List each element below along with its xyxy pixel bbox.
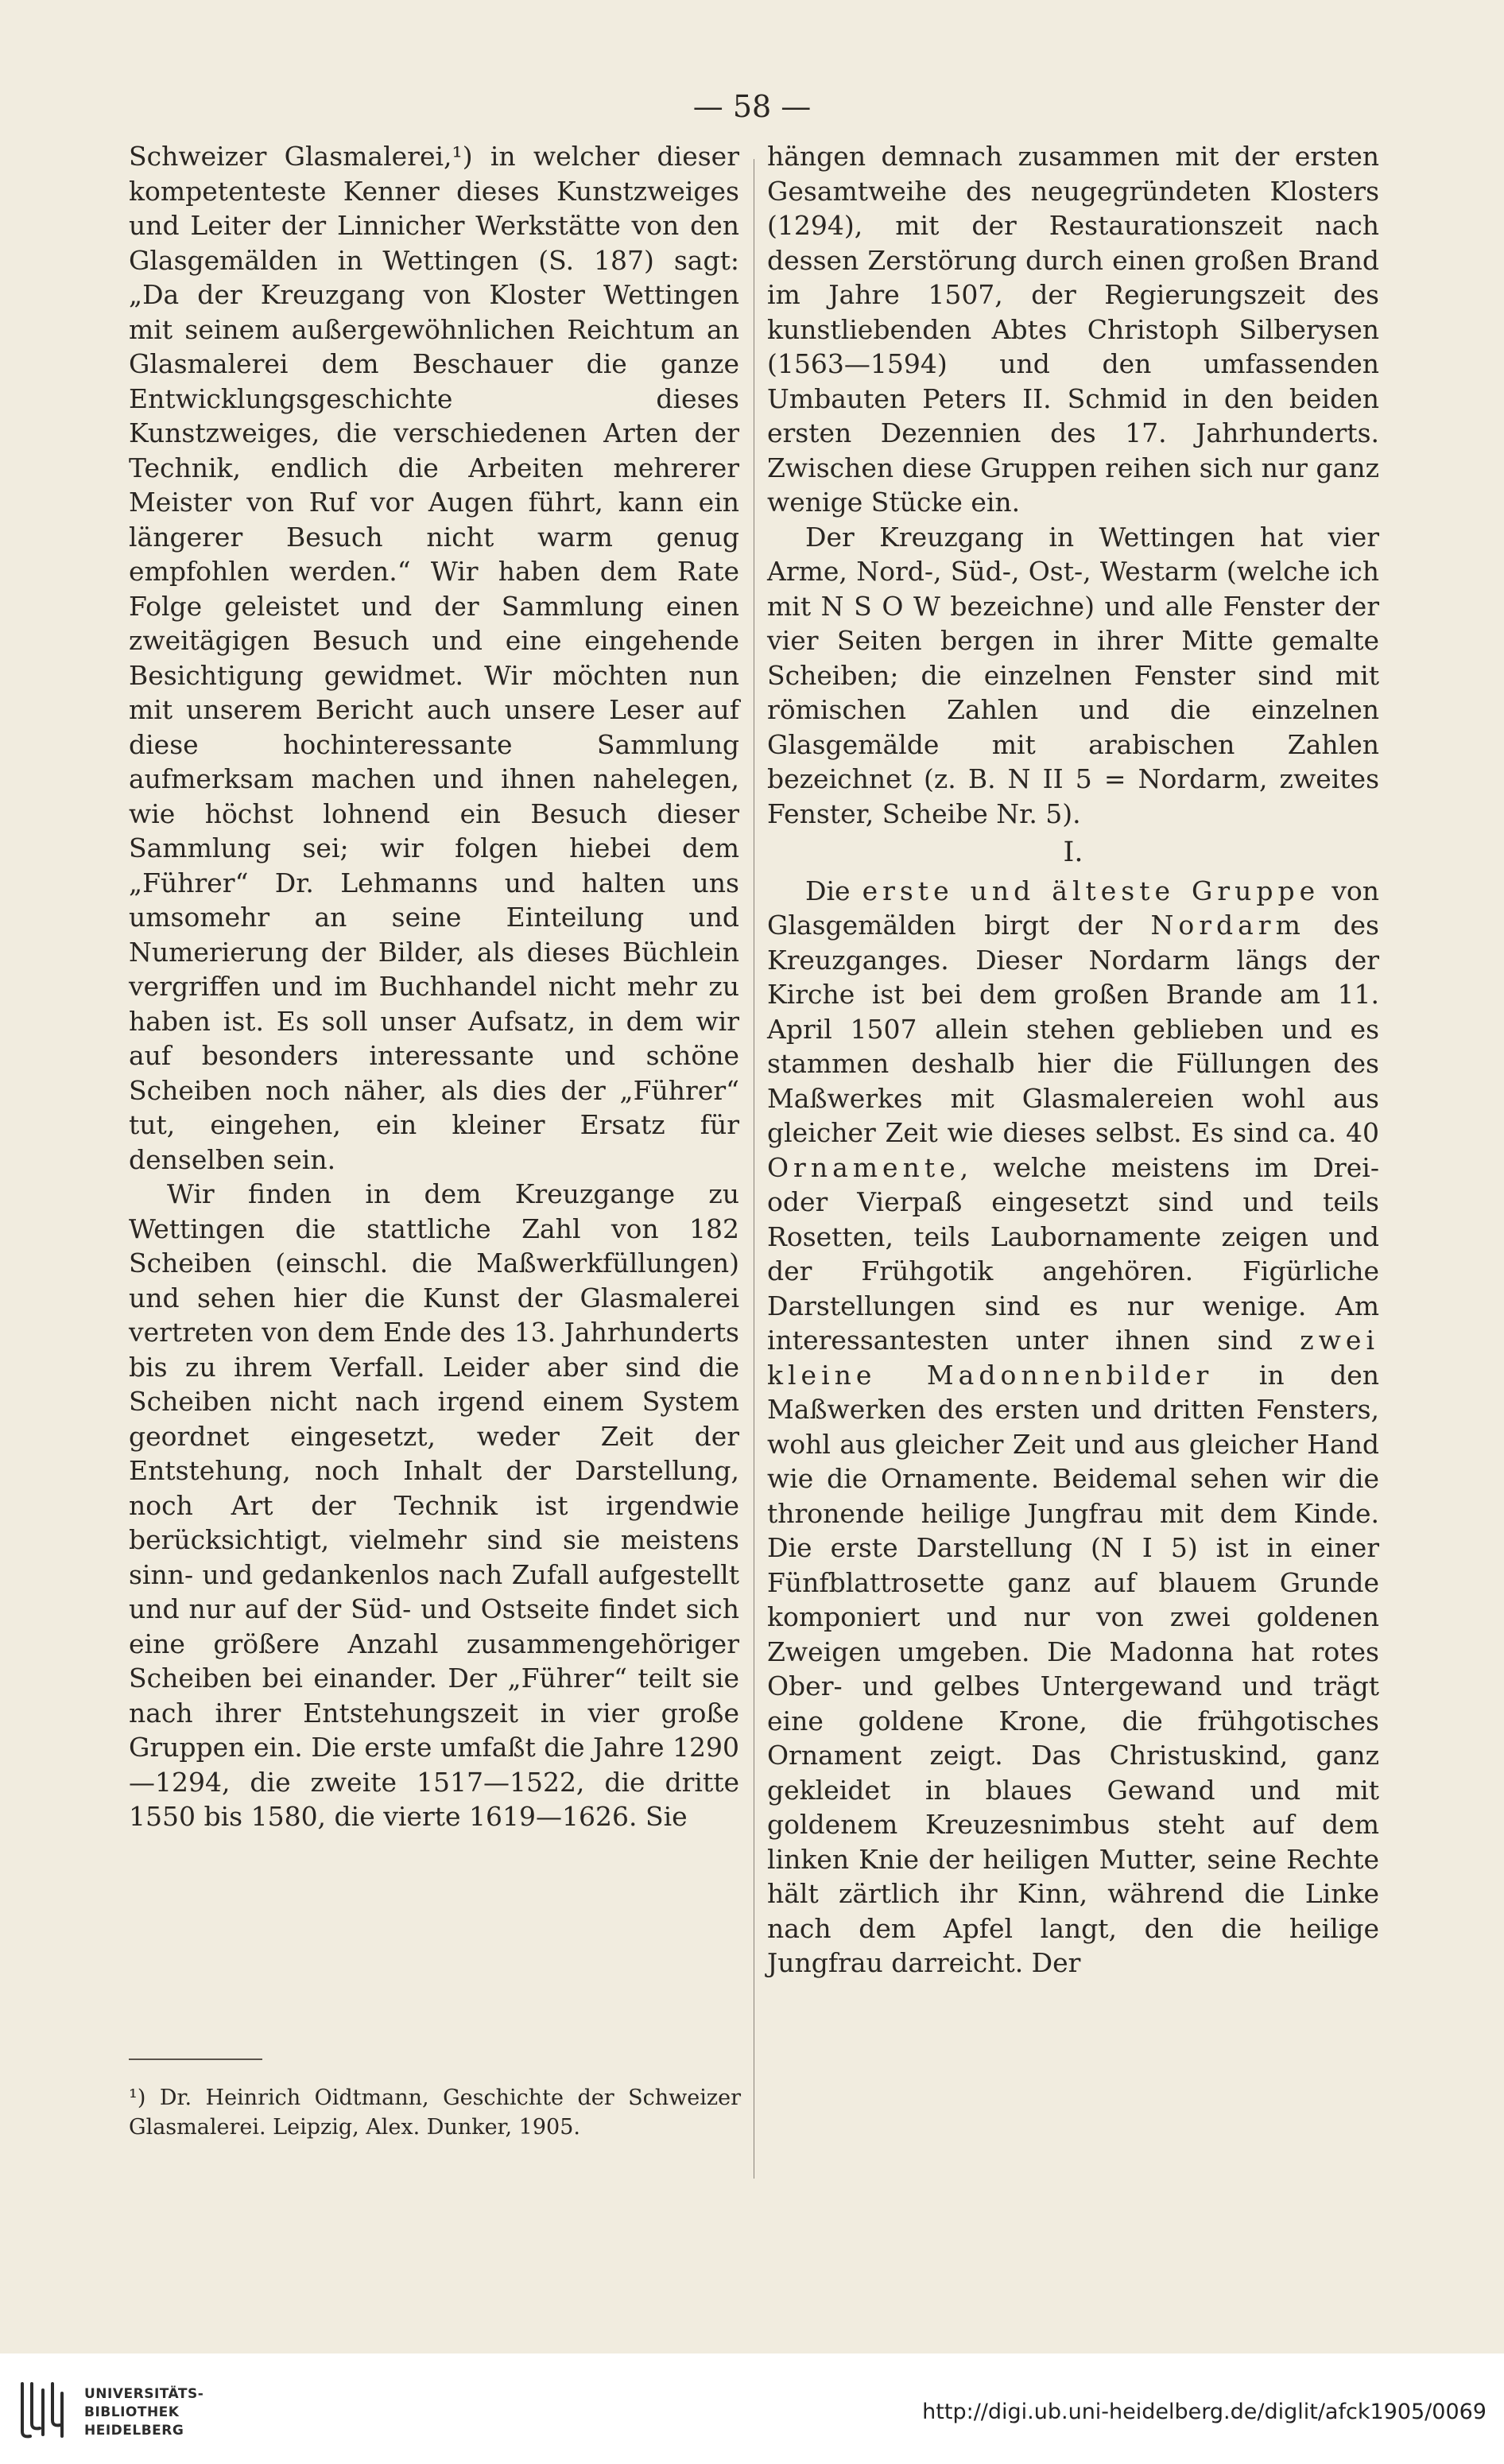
- p3-spaced-madonnenbilder: zwei kleine Madonnenbilder: [767, 1325, 1379, 1391]
- right-paragraph-3: [767, 874, 1379, 1981]
- section-heading: I.: [1063, 836, 1083, 868]
- library-name: [84, 2385, 204, 2440]
- library-name-line-3: HEIDELBERG: [84, 2423, 184, 2439]
- p3-spaced-ornamente: Ornamente: [767, 1151, 960, 1183]
- p3-spaced-nordarm: Nordarm: [1150, 910, 1305, 941]
- footnote-rule: [129, 2059, 262, 2060]
- p3-text-b: von Glasgemälden birgt der: [767, 875, 1379, 941]
- page-number: — 58 —: [692, 89, 812, 124]
- library-name-line-2: BIBLIOTHEK: [84, 2404, 180, 2420]
- university-library-logo-icon: [17, 2379, 68, 2441]
- left-column: [129, 139, 739, 1834]
- right-column: [767, 139, 1379, 1981]
- left-paragraph-2: Wir finden in dem Kreuzgange zu Wettingen die stattliche Zahl von 182 Scheiben (einschl. die Maßwerkfüllungen) und sehen hier die Kunst der Glasmalerei vertreten von dem Ende des 13. Jahrhunderts bis zu ihrem Verfall. Leider aber sind die Scheiben nicht nach irgend einem System geordnet eingesetzt, weder Zeit der Entstehung, noch Inhalt der Darstellung, noch Art der Technik ist irgendwie berücksichtigt, vielmehr sind sie meistens sinn- und gedankenlos nach Zufall aufgestellt und nur auf der Süd- und Ostseite findet sich eine größere Anzahl zusammengehöriger Scheiben bei einander. Der „Führer“ teilt sie nach ihrer Entstehungszeit in vier große Gruppen ein. Die erste umfaßt die Jahre 1290—1294, die zweite 1517—1522, die dritte 1550 bis 1580, die vierte 1619—1626. Sie: [129, 1178, 739, 1832]
- p3-text-a: Die: [805, 875, 862, 906]
- source-url-link[interactable]: http://digi.ub.uni-heidelberg.de/diglit/afck1905/0069: [922, 2400, 1487, 2424]
- left-paragraph-1: Schweizer Glasmalerei,¹) in welcher dieser kompetenteste Kenner dieses Kunstzweiges und Leiter der Linnicher Werkstätte von den Glasgemälden in Wettingen (S. 187) sagt: „Da der Kreuzgang von Kloster Wettingen mit seinem außergewöhnlichen Reichtum an Glasmalerei dem Beschauer die ganze Entwicklungsgeschichte dieses Kunstzweiges, die verschiedenen Arten der Technik, endlich die Arbeiten mehrerer Meister von Ruf vor Augen führt, kann ein längerer Besuch nicht warm genug empfohlen werden.“ Wir haben dem Rate Folge geleistet und der Sammlung einen zweitägigen Besuch und eine eingehende Besichtigung gewidmet. Wir möchten nun mit unserem Bericht auch unsere Leser auf diese hochinteressante Sammlung aufmerksam machen und ihnen nahelegen, wie höchst lohnend ein Besuch dieser Sammlung sei; wir folgen hiebei dem „Führer“ Dr. Lehmanns und halten uns umsomehr an seine Einteilung und Numerierung der Bilder, als dieses Büchlein vergriffen und im Buchhandel nicht mehr zu haben ist. Es soll unser Aufsatz, in dem wir auf besonders interessante und schöne Scheiben noch näher, als dies der „Führer“ tut, eingehen, ein kleiner Ersatz für denselben sein.: [129, 141, 739, 1175]
- footnote: ¹) Dr. Heinrich Oidtmann, Geschichte der Schweizer Glasmalerei. Leipzig, Alex. Dunker, 1905.: [129, 2086, 741, 2140]
- right-paragraph-2: Der Kreuzgang in Wettingen hat vier Arme, Nord-, Süd-, Ost-, Westarm (welche ich mit N S O W bezeichne) und alle Fenster der vier Seiten bergen in ihrer Mitte gemalte Scheiben; die einzelnen Fenster sind mit römischen Zahlen und die einzelnen Glasgemälde mit arabischen Zahlen bezeichnet (z. B. N II 5 = Nordarm, zweites Fenster, Scheibe Nr. 5).: [767, 521, 1379, 829]
- p3-text-c: des Kreuzganges. Dieser Nordarm längs der Kirche ist bei dem großen Brande am 11. April 1507 allein stehen geblieben und es stammen deshalb hier die Füllungen des Maßwerkes mit Glasmalereien wohl aus gleicher Zeit wie dieses selbst. Es sind ca. 40: [767, 910, 1379, 1148]
- p3-text-d: , welche meistens im Drei- oder Vierpaß eingesetzt sind und teils Rosetten, teils Laubornamente zeigen und der Frühgotik angehören. Figürliche Darstellungen sind es nur wenige. Am interessantesten unter ihnen sind: [767, 1151, 1379, 1356]
- right-paragraph-continuation: hängen demnach zusammen mit der ersten Gesamtweihe des neugegründeten Klosters (1294), mit der Restaurationszeit nach dessen Zerstörung durch einen großen Brand im Jahre 1507, der Regierungszeit des kunstliebenden Abtes Christoph Silberysen (1563—1594) und den umfassenden Umbauten Peters II. Schmid in den beiden ersten Dezennien des 17. Jahrhunderts. Zwischen diese Gruppen reihen sich nur ganz wenige Stücke ein.: [767, 141, 1379, 518]
- p3-text-e: in den Maßwerken des ersten und dritten Fensters, wohl aus gleicher Zeit und aus gleicher Hand wie die Ornamente. Beidemal sehen wir die thronende heilige Jungfrau mit dem Kinde. Die erste Darstellung (N I 5) ist in einer Fünfblattrosette ganz auf blauem Grunde komponiert und nur von zwei goldenen Zweigen umgeben. Die Madonna hat rotes Ober- und gelbes Untergewand und trägt eine goldene Krone, die frühgotisches Ornament zeigt. Das Christuskind, ganz gekleidet in blaues Gewand und mit goldenem Kreuzesnimbus steht auf dem linken Knie der heiligen Mutter, seine Rechte hält zärtlich ihr Kinn, während die Linke nach dem Apfel langt, den die heilige Jungfrau darreicht. Der: [767, 1359, 1379, 1978]
- p3-spaced-group-name: erste und älteste Gruppe: [862, 875, 1320, 906]
- library-name-line-1: UNIVERSITÄTS-: [84, 2386, 204, 2402]
